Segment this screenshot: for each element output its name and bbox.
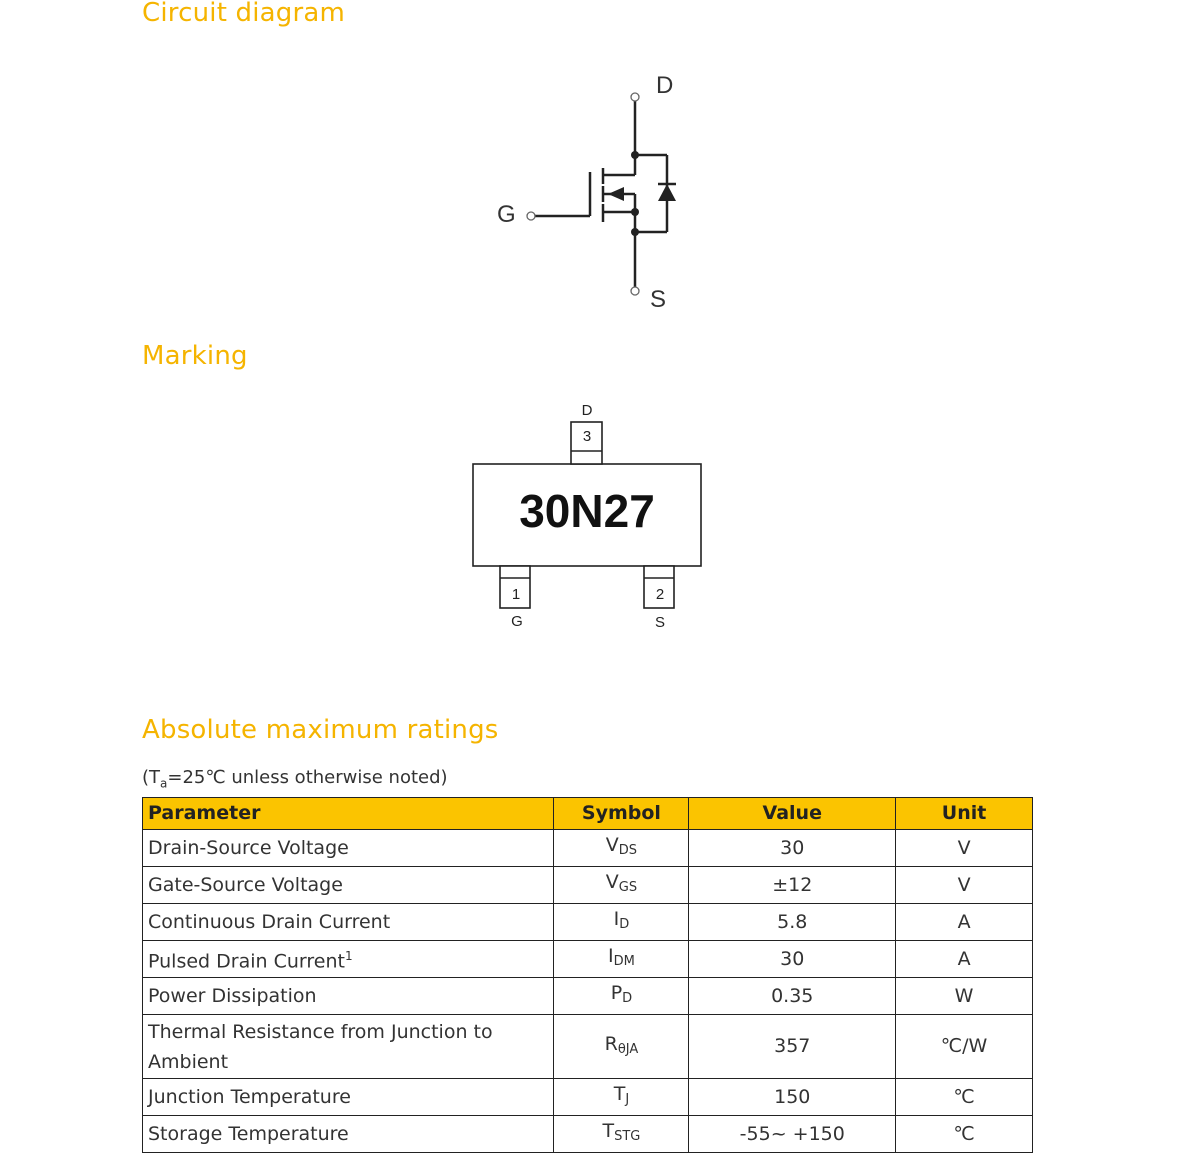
header-symbol: Symbol: [554, 798, 689, 830]
pin-3-name: D: [581, 402, 593, 419]
table-row: Continuous Drain Current $I_D$ 5.8 A: [143, 904, 1033, 941]
table-row: Drain-Source Voltage $V_{DS}$ 30 V: [143, 830, 1033, 867]
gate-terminal: [527, 212, 535, 220]
table-header-row: [143, 798, 1033, 830]
table-row: Pulsed Drain Current$^1$ $I_{DM}$ 30 A: [143, 941, 1033, 978]
conditions-note: ($T_a=25℃$ unless otherwise noted): [142, 767, 448, 791]
package-marking: [460, 395, 720, 640]
header-unit: Unit: [896, 798, 1033, 830]
header-value: Value: [689, 798, 896, 830]
table-row: Storage Temperature $T_{STG}$ -55~ +150 ℃: [143, 1116, 1033, 1153]
table-row: Junction Temperature $T_J$ 150 ℃: [143, 1079, 1033, 1116]
circuit-diagram-heading: Circuit diagram: [142, 0, 346, 28]
table-row: Gate-Source Voltage $V_{GS}$ ±12 V: [143, 867, 1033, 904]
pin-1-number: 1: [511, 586, 521, 603]
channel-arrow-icon: [608, 187, 624, 201]
ratings-table: [142, 797, 1033, 1153]
mosfet-schematic: [480, 60, 700, 320]
body-diode-icon: [658, 184, 676, 201]
table-row: Thermal Resistance from Junction to Ambient $R_{\theta JA}$ 357 ℃/W: [143, 1015, 1033, 1079]
marking-heading: Marking: [142, 341, 248, 371]
drain-terminal: [631, 93, 639, 101]
marking-code: 30N27: [519, 485, 655, 538]
pin-3-number: 3: [582, 428, 592, 445]
absolute-ratings-heading: Absolute maximum ratings: [142, 715, 499, 745]
pin-2-name: S: [654, 614, 666, 631]
source-label: S: [650, 286, 667, 313]
pin-1-name: G: [511, 613, 523, 630]
header-parameter: Parameter: [143, 798, 554, 830]
source-terminal: [631, 287, 639, 295]
table-row: Power Dissipation $P_D$ 0.35 W: [143, 978, 1033, 1015]
footnote-marker: 1: [344, 949, 353, 964]
gate-label: G: [497, 201, 516, 228]
pin-2-number: 2: [655, 586, 665, 603]
drain-label: D: [656, 72, 674, 99]
